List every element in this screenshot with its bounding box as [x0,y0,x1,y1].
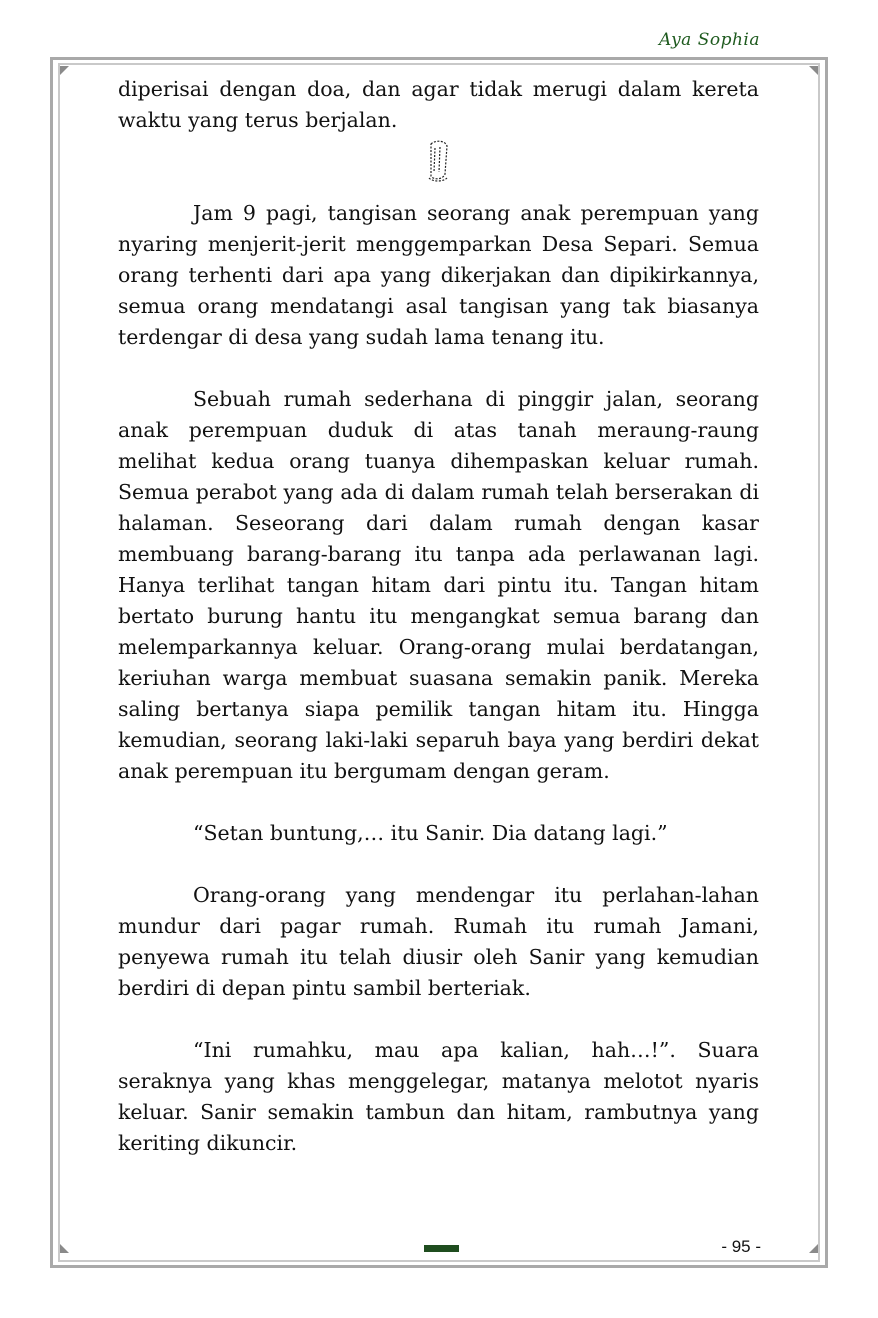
scroll-ornament-icon [423,138,453,184]
corner-ornament-bottom-left [60,1244,69,1253]
paragraph-dialogue: “Setan buntung,… itu Sanir. Dia datang lagi.” [193,821,668,845]
section-break-ornament [118,136,759,198]
running-header-author: Aya Sophia [658,30,760,50]
page-body [118,74,759,1159]
corner-ornament-top-left [60,66,69,75]
page-number: - 95 - [721,1237,761,1256]
corner-ornament-top-right [809,66,818,75]
corner-ornament-bottom-right [809,1244,818,1253]
footer-accent-bar [424,1245,459,1252]
paragraph: Sebuah rumah sederhana di pinggir jalan, seorang anak perempuan duduk di atas tanah meraung-raung melihat kedua orang tuanya dihempaskan keluar rumah. Semua perabot yang ada di dalam rumah telah berserakan di halaman. Seseorang dari dalam rumah dengan kasar membuang barang-barang itu tanpa ada perlawanan lagi. Hanya terlihat tangan hitam dari pintu itu. Tangan hitam bertato burung hantu itu mengangkat semua barang dan melemparkannya keluar. Orang-orang mulai berdatangan, keriuhan warga membuat suasana semakin panik. Mereka saling bertanya siapa pemilik tangan hitam itu. Hingga kemudian, seorang laki-laki separuh baya yang berdiri dekat anak perempuan itu bergumam dengan geram. [118,387,759,783]
paragraph-continuation: diperisai dengan doa, dan agar tidak merugi dalam kereta waktu yang terus berjalan. [118,77,759,132]
paragraph: Orang-orang yang mendengar itu perlahan-lahan mundur dari pagar rumah. Rumah itu rumah Jamani, penyewa rumah itu telah diusir oleh Sanir yang kemudian berdiri di depan pintu sambil berteriak. [118,883,759,1000]
paragraph: Jam 9 pagi, tangisan seorang anak perempuan yang nyaring menjerit-jerit menggemparkan Desa Separi. Semua orang terhenti dari apa yang dikerjakan dan dipikirkannya, semua orang mendatangi asal tangisan yang tak biasanya terdengar di desa yang sudah lama tenang itu. [118,201,759,349]
paragraph-dialogue: “Ini rumahku, mau apa kalian, hah…!”. Suara seraknya yang khas menggelegar, matanya melotot nyaris keluar. Sanir semakin tambun dan hitam, rambutnya yang keriting dikuncir. [118,1038,759,1155]
